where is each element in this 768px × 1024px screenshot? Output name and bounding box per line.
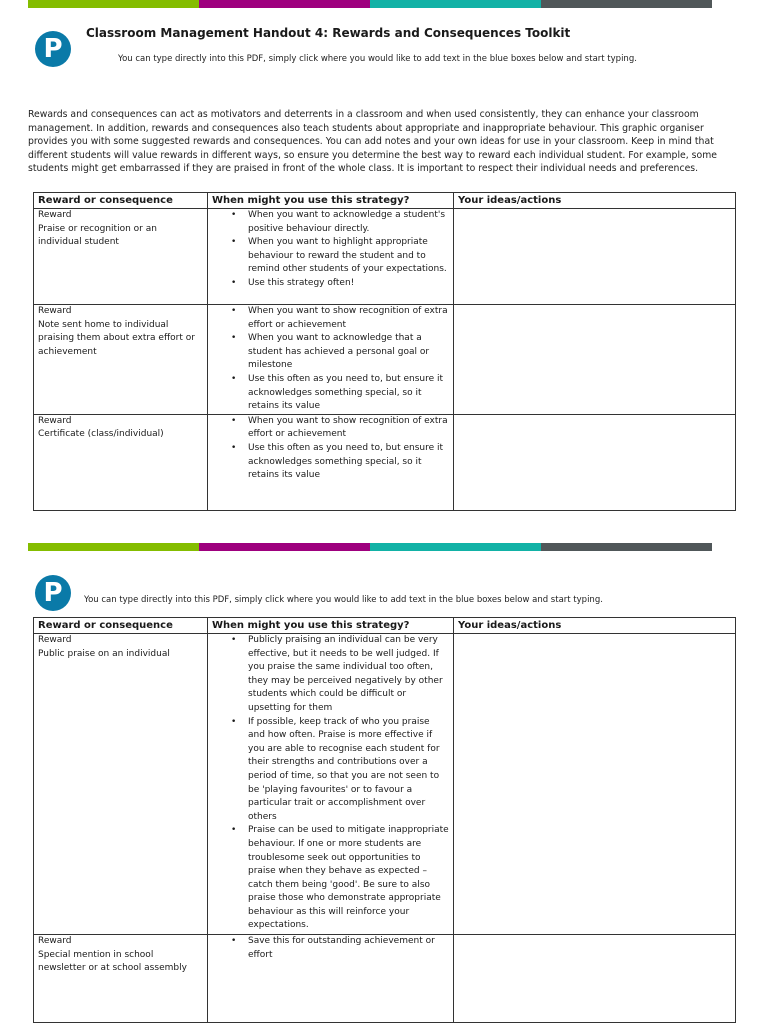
pearson-logo-icon <box>35 31 71 67</box>
ideas-input-cell[interactable] <box>454 414 736 510</box>
strip-purple <box>199 0 370 8</box>
usage-cell <box>208 935 454 1023</box>
header-your-ideas: Your ideas/actions <box>454 193 736 209</box>
strategy-kind: Reward <box>38 936 72 946</box>
strategy-name: Praise or recognition or an individual student <box>38 223 157 248</box>
usage-point: • When you want to acknowledge a student's positive behaviour directly. <box>248 209 449 236</box>
strategy-name: Certificate (class/individual) <box>38 429 164 440</box>
strategy-cell <box>34 414 208 510</box>
table-row <box>34 634 736 935</box>
toolkit-table-page2 <box>33 617 736 1023</box>
header-reward-or-consequence: Reward or consequence <box>34 193 208 209</box>
strip-purple <box>199 543 370 551</box>
strategy-kind: Reward <box>38 210 72 220</box>
toolkit-table-page1 <box>33 192 736 511</box>
header-when-to-use: When might you use this strategy? <box>208 618 454 634</box>
table-row <box>34 305 736 415</box>
type-instruction-note: You can type directly into this PDF, simply click where you would like to add text in the blue boxes below and start typing. <box>84 595 603 605</box>
usage-cell <box>208 634 454 935</box>
usage-point: • When you want to acknowledge that a student has achieved a personal goal or milestone <box>248 332 449 373</box>
brand-color-strip-top <box>28 0 712 8</box>
strategy-name: Public praise on an individual <box>38 648 170 659</box>
strip-gray <box>541 0 712 8</box>
page-title: Classroom Management Handout 4: Rewards and Consequences Toolkit <box>86 26 571 40</box>
ideas-input-cell[interactable] <box>454 209 736 305</box>
usage-point: • Use this strategy often! <box>248 277 449 291</box>
header-when-to-use: When might you use this strategy? <box>208 193 454 209</box>
usage-point: • When you want to show recognition of extra effort or achievement <box>248 305 449 332</box>
strategy-cell <box>34 209 208 305</box>
header-your-ideas: Your ideas/actions <box>454 618 736 634</box>
usage-point: • If possible, keep track of who you praise and how often. Praise is more effective if you are able to recognise each student for their strengths and contributions over a period of time, so that you are not seen to be 'playing favourites' or to favour a particular trait or accomplishment over others <box>248 716 449 825</box>
strategy-cell <box>34 634 208 935</box>
usage-point: • Use this often as you need to, but ensure it acknowledges something special, so it retains its value <box>248 373 449 414</box>
table-row <box>34 414 736 510</box>
usage-point: • Use this often as you need to, but ensure it acknowledges something special, so it retains its value <box>248 442 449 483</box>
usage-cell <box>208 305 454 415</box>
usage-point: • Save this for outstanding achievement or effort <box>248 935 449 962</box>
strategy-cell <box>34 935 208 1023</box>
header-reward-or-consequence: Reward or consequence <box>34 618 208 634</box>
usage-point: • When you want to highlight appropriate behaviour to reward the student and to remind other students of your expectations. <box>248 236 449 277</box>
strategy-name: Special mention in school newsletter or at school assembly <box>38 949 187 974</box>
strip-green <box>28 543 199 551</box>
table-header-row <box>34 193 736 209</box>
strip-teal <box>370 543 541 551</box>
strategy-kind: Reward <box>38 306 72 316</box>
intro-paragraph: Rewards and consequences can act as motivators and deterrents in a classroom and when used consistently, they can enhance your classroom management. In addition, rewards and consequences also teach students about appropriate and inappropriate behaviour. This graphic organiser provides you with some suggested rewards and consequences. You can add notes and your own ideas for use in your classroom. Keep in mind that different students will value rewards in different ways, so ensure you determine the best way to reward each individual student. For example, some students might get embarrassed if they are praised in front of the whole class. It is important to respect their individual needs and preferences. <box>28 109 717 175</box>
strip-gray <box>541 543 712 551</box>
usage-cell <box>208 209 454 305</box>
usage-point: • Praise can be used to mitigate inappropriate behaviour. If one or more students are troublesome seek out opportunities to praise when they behave as expected – catch them being 'good'. Be sure to also praise those who demonstrate appropriate behaviour as this will reinforce your expectations. <box>248 824 449 933</box>
pearson-logo-icon <box>35 575 71 611</box>
ideas-input-cell[interactable] <box>454 305 736 415</box>
usage-point: • When you want to show recognition of extra effort or achievement <box>248 415 449 442</box>
strip-teal <box>370 0 541 8</box>
ideas-input-cell[interactable] <box>454 634 736 935</box>
logo-letter: P <box>43 578 63 608</box>
strategy-kind: Reward <box>38 415 72 426</box>
strategy-kind: Reward <box>38 635 72 645</box>
strategy-cell <box>34 305 208 415</box>
usage-point: • Publicly praising an individual can be very effective, but it needs to be well judged. If you praise the same individual too often, they may be perceived negatively by other students which could be difficult or upsetting for them <box>248 634 449 716</box>
type-instruction-note: You can type directly into this PDF, simply click where you would like to add text in the blue boxes below and start typing. <box>118 54 637 64</box>
table-row <box>34 935 736 1023</box>
usage-cell <box>208 414 454 510</box>
logo-letter: P <box>43 34 63 64</box>
strategy-name: Note sent home to individual praising them about extra effort or achievement <box>38 319 195 357</box>
brand-color-strip-page2 <box>28 543 712 551</box>
table-row <box>34 209 736 305</box>
ideas-input-cell[interactable] <box>454 935 736 1023</box>
strip-green <box>28 0 199 8</box>
table-header-row <box>34 618 736 634</box>
